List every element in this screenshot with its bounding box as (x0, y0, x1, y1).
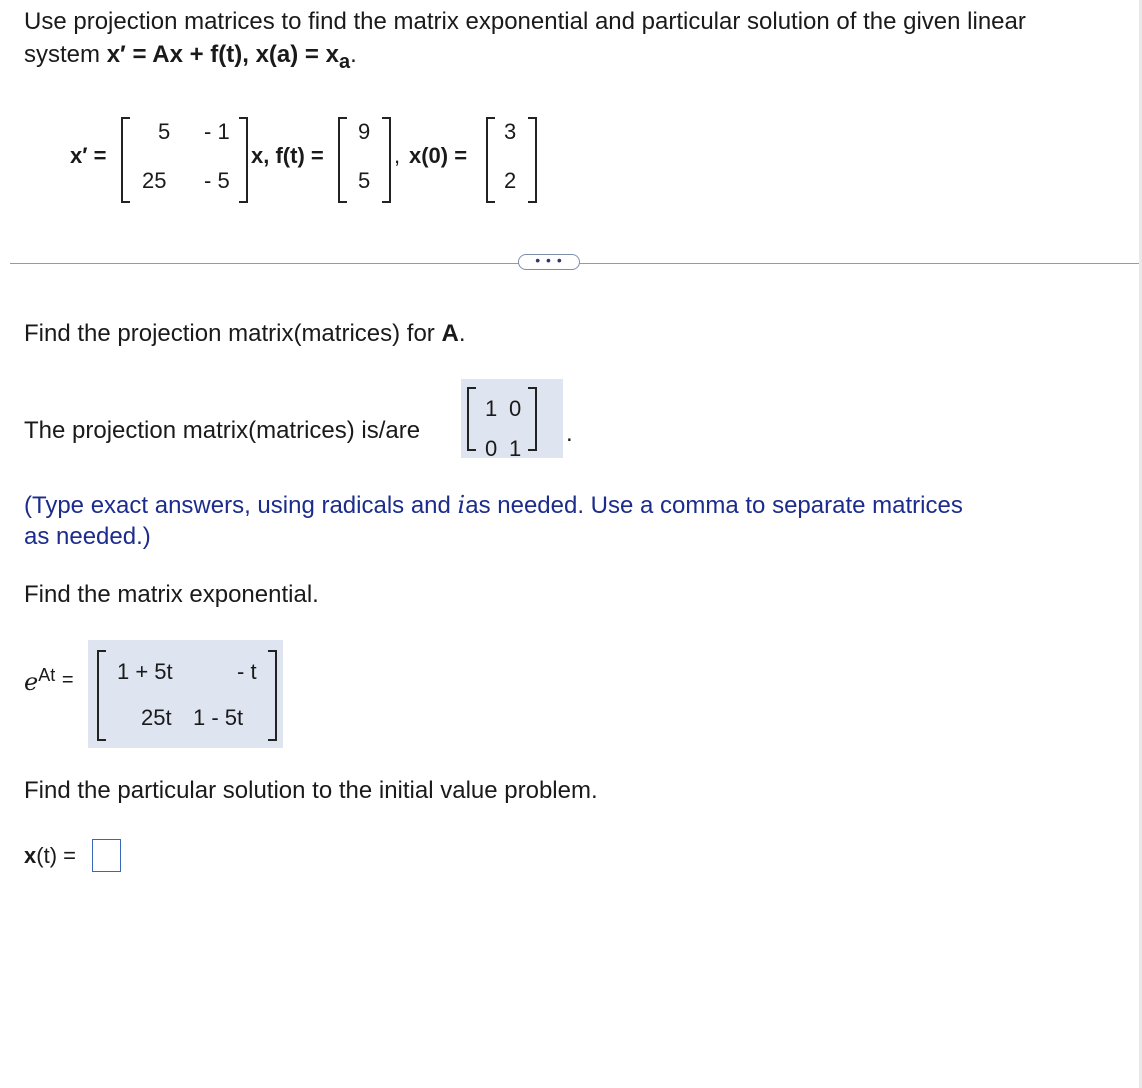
exponential-cell-00: 1 + 5t (117, 659, 173, 684)
hint-line-1 (24, 489, 963, 522)
projection-answer-end: . (566, 420, 573, 447)
exponential-matrix-right-bracket (268, 650, 277, 741)
matrix-A-cell-10: 25 (142, 168, 167, 193)
xt-label (24, 842, 76, 870)
problem-line-2-prefix: system (24, 41, 107, 68)
matrix-A-cell-00: 5 (158, 119, 171, 144)
exponential-matrix (97, 650, 277, 741)
matrix-A-right-bracket (239, 117, 248, 203)
xprime-label: x′ = (70, 143, 107, 168)
projection-matrix-right-bracket (528, 387, 537, 451)
matrix-A (121, 117, 248, 203)
matrix-f-cell-1: 5 (358, 168, 371, 193)
x0-label: x(0) = (409, 143, 468, 168)
system-equation: x′ = Ax + f(t), x(a) = x (106, 41, 339, 68)
matrix-A-left-bracket (121, 117, 130, 203)
exponential-matrix-left-bracket (97, 650, 106, 741)
At-superscript: At (38, 665, 56, 685)
projection-answer-label: The projection matrix(matrices) is/are (24, 417, 421, 444)
exponential-prompt: Find the matrix exponential. (24, 581, 319, 608)
projection-prompt-text: Find the projection matrix(matrices) for (24, 320, 442, 347)
matrix-x0-left-bracket (486, 117, 495, 203)
problem-line-2-end: . (350, 41, 357, 68)
matrix-f (338, 117, 391, 203)
hint-text-1: (Type exact answers, using radicals and (24, 492, 458, 519)
particular-prompt: Find the particular solution to the initial value problem. (24, 777, 598, 804)
matrix-x0-cell-0: 3 (504, 119, 517, 144)
e-letter: e (24, 668, 39, 696)
matrix-f-right-bracket (382, 117, 391, 203)
matrix-f-cell-0: 9 (358, 119, 371, 144)
exponential-cell-10: 25t (141, 705, 172, 730)
projection-cell-11: 1 (509, 436, 522, 461)
exponential-cell-01: - t (237, 659, 257, 684)
more-options-button[interactable]: • • • (518, 254, 580, 270)
matrix-x0-right-bracket (528, 117, 537, 203)
xt-x: x (24, 843, 37, 868)
particular-solution-input[interactable] (92, 839, 121, 872)
problem-line-2 (24, 39, 357, 72)
projection-matrix-left-bracket (467, 387, 476, 451)
projection-cell-01: 0 (509, 396, 522, 421)
matrix-x0-cell-1: 2 (504, 168, 517, 193)
exponential-cell-11: 1 - 5t (193, 705, 244, 730)
projection-cell-00: 1 (485, 396, 498, 421)
projection-prompt-A: A (441, 320, 459, 347)
projection-matrix (467, 387, 537, 461)
matrix-A-cell-01: - 1 (204, 119, 230, 144)
projection-prompt-end: . (458, 320, 466, 347)
eAt-label (24, 665, 74, 698)
projection-cell-10: 0 (485, 436, 498, 461)
exponential-answer-box[interactable] (88, 640, 283, 748)
projection-answer-box[interactable] (461, 379, 563, 461)
problem-line-1: Use projection matrices to find the matrix exponential and particular solution of the given linear (24, 8, 1026, 35)
hint-line-2: as needed.) (24, 523, 151, 550)
xt-rest: (t) = (36, 843, 76, 868)
projection-prompt (24, 318, 465, 350)
hint-text-1-rest: as needed. Use a comma to separate matrices (465, 492, 963, 519)
hint-i: i (457, 491, 466, 519)
matrix-x0 (486, 117, 537, 203)
matrix-A-cell-11: - 5 (204, 168, 230, 193)
matrix-f-left-bracket (338, 117, 347, 203)
eAt-equals: = (61, 669, 74, 691)
x0-comma: , (394, 143, 401, 168)
system-equation-subscript: a (338, 51, 351, 73)
x-f-label: x, f(t) = (251, 143, 324, 168)
